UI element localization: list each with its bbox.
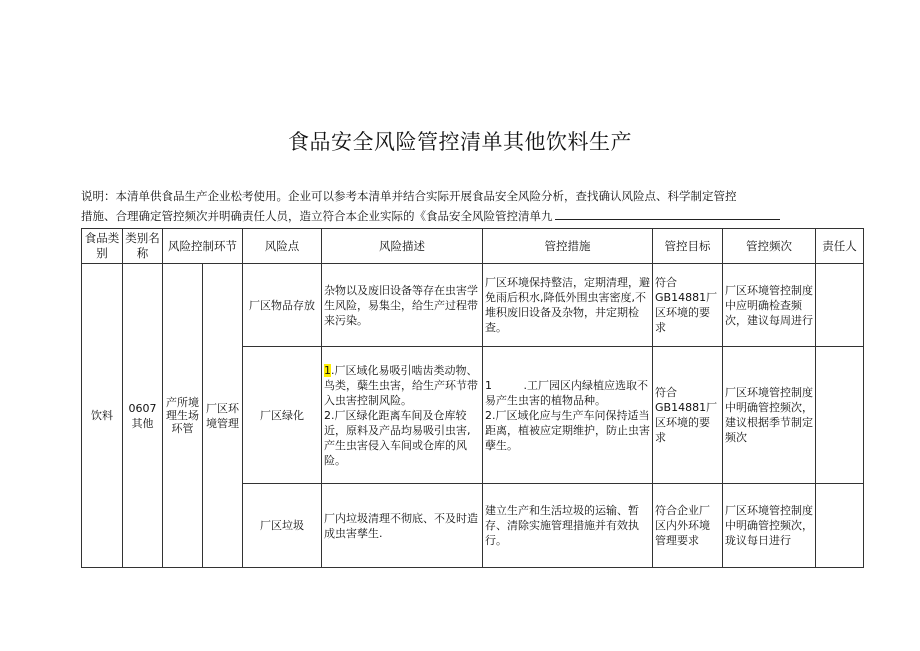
measures-item-2: 2.厂区域化应与生产车问保持适当距离，植被应定期维护，防止虫害孽生。 <box>485 408 650 452</box>
frequency-cell: 厂区环境管控制度中应明确检查频次，建议每周进行 <box>723 264 816 347</box>
risk-point-cell: 厂区物品存放 <box>243 264 322 347</box>
header-frequency: 管控频次 <box>723 229 816 264</box>
table-row <box>82 264 864 347</box>
measures-cell <box>483 347 653 484</box>
target-cell: 符合GB14881厂区环境的要求 <box>653 347 723 484</box>
note-line-2-text: 措施、合理确定管控频次并明确责任人员，造立符合本企业实际的《食品安全风险管控清单九 <box>81 209 553 223</box>
header-measures: 管控措施 <box>483 229 653 264</box>
description-item-1 <box>324 363 480 408</box>
responsible-cell <box>816 264 864 347</box>
description-cell: 厂内垃圾清理不彻底、不及时造成虫害孳生. <box>322 484 483 568</box>
category-cell: 饮料 <box>82 264 123 568</box>
description-item-1-text: .厂区域化易吸引啮齿类动物、鸟类，蘖生虫害，给生产环节带入虫害控制风险。 <box>324 363 478 407</box>
risk-control-table <box>81 228 864 568</box>
description-cell <box>322 347 483 484</box>
header-risk-point: 风险点 <box>243 229 322 264</box>
header-responsible: 责任人 <box>816 229 864 264</box>
description-cell: 杂物以及废旧设备等存在虫害学生风险，易集尘，给生产过程带来污染。 <box>322 264 483 347</box>
subcategory-cell: 0607其他 <box>123 264 163 568</box>
frequency-cell: 厂区环境管控制度中明确管控频次，珑议每日进行 <box>723 484 816 568</box>
highlighted-marker: 1 <box>324 363 331 377</box>
measures-cell: 建立生产和生活垃圾的运输、暂存、清除实施管理措施并有效执行。 <box>483 484 653 568</box>
measures-cell: 厂区环境保持整洁，定期清理，避免雨后积水,降低外围虫害密度,不堆积废旧设备及杂物，井定期检查。 <box>483 264 653 347</box>
header-row <box>82 229 864 264</box>
header-control-link: 风险控制环节 <box>163 229 243 264</box>
note-line-1: 说明：本清单供食品生产企业松考使用。企业可以参考本清单并结合实际开展食品安全风险分析，查找确认风险点、科学制定管控 <box>81 189 737 203</box>
control-link-cell: 产所境理生场环管 <box>163 264 203 568</box>
header-target: 管控目标 <box>653 229 723 264</box>
header-subcategory: 类别名称 <box>123 229 163 264</box>
sub-link-cell: 厂区环境管理 <box>203 264 243 568</box>
header-category: 食品类别 <box>82 229 123 264</box>
document-title: 食品安全风险管控清单其他饮料生产 <box>288 130 632 154</box>
responsible-cell <box>816 347 864 484</box>
fill-in-underline <box>555 208 780 220</box>
header-description: 风险描述 <box>322 229 483 264</box>
risk-point-cell: 厂区垃圾 <box>243 484 322 568</box>
frequency-cell: 厂区环境管控制度中明确管控频次，建议根据季节制定频次 <box>723 347 816 484</box>
description-item-2: 2.厂区绿化距离车间及仓库较近，原料及产品均易吸引虫害,产生虫害侵入车间或仓库的风险。 <box>324 408 471 467</box>
target-cell: 符合GB14881厂区环境的要求 <box>653 264 723 347</box>
risk-point-cell: 厂区绿化 <box>243 347 322 484</box>
target-cell: 符合企业厂区内外环境管理要求 <box>653 484 723 568</box>
measures-item-1: 1 .工厂园区内绿植应选取不易产生虫害的植物品种。 <box>485 378 648 407</box>
note-line-2 <box>81 208 780 224</box>
responsible-cell <box>816 484 864 568</box>
